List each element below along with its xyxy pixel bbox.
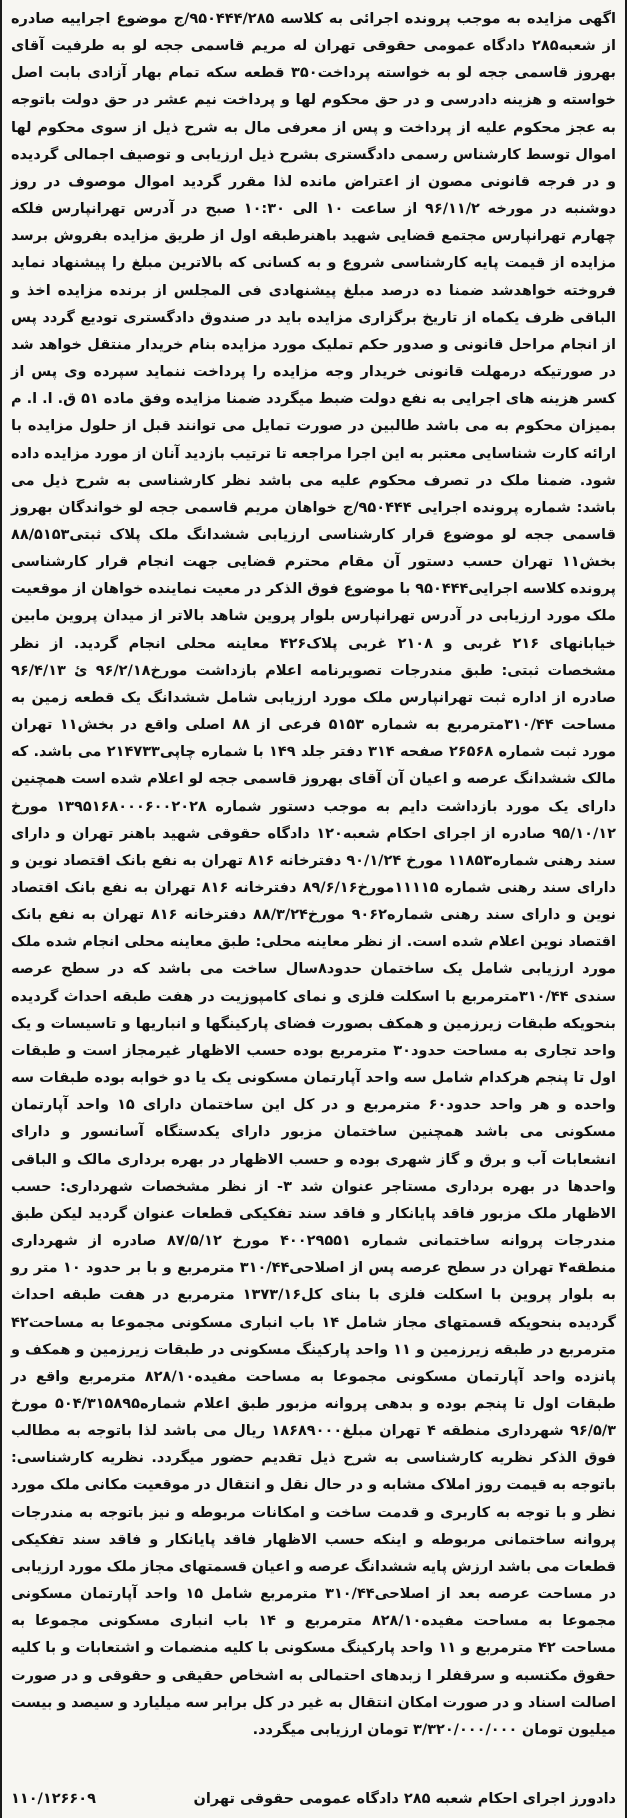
notice-reference-number: ۱۱۰/۱۲۶۶۰۹ — [11, 1791, 96, 1807]
notice-signature: دادورز اجرای احکام شعبه ۲۸۵ دادگاه عمومی حقوقی تهران — [193, 1791, 616, 1807]
notice-body: اگهی مزایده به موجب پرونده اجرائی به کلاسه ۹۵۰۴۴۴/۲۸۵/ج موضوع اجراییه صادره از شعبه۲۸۵ دادگاه عمومی حقوقی تهران له مریم قاسمی ججه لو به طرفیت آقای بهروز قاسمی ججه لو به خواسته پرداخت۳۵۰ قطعه سکه تمام بهار آزادی بابت اصل خواسته و هزینه دادرسی و در حق محکوم لها و پرداخت نیم عشر در حق دولت باتوجه به عجز محکوم علیه از پرداخت و پس از معرفی مال به شرح ذیل از سوی محکوم لها اموال توسط کارشناس رسمی دادگستری بشرح ذیل ارزیابی و توصیف اجمالی گردیده و در فرجه قانونی مصون از اعتراض مانده لذا مقرر گردید اموال موصوف در روز دوشنبه در مورخه ۹۶/۱۱/۲ از ساعت ۱۰ الی ۱۰:۳۰ صبح در آدرس تهرانپارس فلکه چهارم تهرانپارس مجتمع قضایی شهید باهنرطبقه اول از طریق مزایده بفروش برسد مزایده از قیمت پایه کارشناسی شروع و به کسانی که بالاترین مبلغ را پیشنهاد نماید فروخته خواهدشد ضمنا ده درصد مبلغ پیشنهادی فی المجلس از برنده مزایده اخذ و الباقی ظرف یکماه از تاریخ برگزاری مزایده باید در صندوق دادگستری تودیع گردد پس از انجام مراحل قانونی و صدور حکم تملیک مورد مزایده بنام خریدار منتقل خواهد شد در صورتیکه درمهلت قانونی خریدار وجه مزایده را پرداخت ننماید سپرده وی پس از کسر هزینه های اجرایی به نفع دولت ضبط میگردد ضمنا مزایده وفق ماده ۵۱ ق. ا. ا. م بمیزان محکوم به می باشد طالبین در صورت تمایل می توانند قبل از حلول مزایده با ارائه کارت شناسایی معتبر به این اجرا مراجعه تا ترتیب بازدید آنان از مورد مزایده داده شود. ضمنا ملک در تصرف محکوم علیه می باشد نظر کارشناسی به شرح ذیل می باشد: شماره پرونده اجرایی ۹۵۰۴۴۴/ج خواهان مریم قاسمی ججه لو خواندگان بهروز قاسمی ججه لو موضوع قرار کارشناسی ارزیابی ششدانگ ملک پلاک ثبتی۸۸/۵۱۵۳ بخش۱۱ تهران حسب دستور آن مقام محترم قضایی جهت انجام قرار کارشناسی پرونده کلاسه اجرایی۹۵۰۴۴۴ با موضوع فوق الذکر در معیت نماینده خواهان از موقعیت ملک مورد ارزیابی در آدرس تهرانپارس بلوار پروین شاهد بالاتر از میدان پروین مابین خیابانهای ۲۱۶ غربی و ۲۱۰۸ غربی پلاک۴۲۶ معاینه محلی انجام گردید. از نظر مشخصات ثبتی: طبق مندرجات تصویرنامه اعلام بازداشت مورخ۹۶/۲/۱۸ ئ ۹۶/۴/۱۳ صادره از اداره ثبت تهرانپارس ملک مورد ارزیابی شامل ششدانگ یک قطعه زمین به مساحت ۳۱۰/۴۴مترمربع به شماره ۵۱۵۳ فرعی از ۸۸ اصلی واقع در بخش۱۱ تهران مورد ثبت شماره ۲۶۵۶۸ صفحه ۳۱۴ دفتر جلد ۱۴۹ با شماره چاپی۲۱۴۷۳۳ می باشد. که مالک ششدانگ عرصه و اعیان آن آقای بهروز قاسمی ججه لو اعلام شده است همچنین دارای یک مورد بازداشت دایم به موجب دستور شماره ۱۳۹۵۱۶۸۰۰۰۶۰۰۲۰۲۸ مورخ ۹۵/۱۰/۱۲ صادره از اجرای احکام شعبه۱۲۰ دادگاه حقوقی شهید باهنر تهران و دارای سند رهنی شماره۱۱۸۵۳ مورخ ۹۰/۱/۲۴ دفترخانه ۸۱۶ تهران به نفع بانک اقتصاد نوین و دارای سند رهنی شماره ۱۱۱۱۵مورخ۸۹/۶/۱۶ دفترخانه ۸۱۶ تهران به نفع بانک اقتصاد نوین و دارای سند رهنی شماره۹۰۶۲ مورخ۸۸/۳/۲۴ دفترخانه ۸۱۶ تهران به نفع بانک اقتصاد نوین اعلام شده است. از نظر معاینه محلی: طبق معاینه محلی انجام شده ملک مورد ارزیابی شامل یک ساختمان حدود۸سال ساخت می باشد که در سطح عرصه سندی ۳۱۰/۴۴مترمربع با اسکلت فلزی و نمای کامپوزیت در هفت طبقه احداث گردیده بنحویکه طبقات زیرزمین و همکف بصورت فضای پارکینگها و انباریها و تاسیسات و یک واحد تجاری به مساحت حدود۳۰ مترمربع بوده حسب الاظهار غیرمجاز است و طبقات اول تا پنجم هرکدام شامل سه واحد آپارتمان مسکونی یک یا دو خوابه بوده طبقات سه واحده و هر واحد حدود۶۰ مترمربع و در کل این ساختمان دارای ۱۵ واحد آپارتمان مسکونی می باشد همچنین ساختمان مزبور دارای یکدستگاه آسانسور و دارای انشعابات آب و برق و گاز شهری بوده و حسب الاظهار در بهره برداری مالک و الباقی واحدها در بهره برداری مستاجر عنوان شد ۳- از نظر مشخصات شهرداری: حسب الاظهار ملک مزبور فاقد پایانکار و فاقد سند تفکیکی قطعات عنوان گردید لیکن طبق مندرجات پروانه ساختمانی شماره ۴۰۰۲۹۵۵۱ مورخ ۸۷/۵/۱۲ صادره از شهرداری منطقه۴ تهران در سطح عرصه پس از اصلاحی۳۱۰/۴۴ مترمربع و با بر حدود ۱۰ متر رو به بلوار پروین با اسکلت فلزی با بنای کل۱۳۷۳/۱۶ مترمربع در هفت طبقه احداث گردیده بنحویکه قسمتهای مجاز شامل ۱۴ باب انباری مسکونی مجموعا به مساحت۴۲ مترمربع در طبقه زیرزمین و ۱۱ واحد پارکینگ مسکونی در طبقات زیرزمین و همکف و پانزده واحد آپارتمان مسکونی مجموعا به مساحت مفیده۸۲۸/۱۰ مترمربع واقع در طبقات اول تا پنجم بوده و بدهی پروانه مزبور طبق اعلام شماره۵۰۴/۳۱۵۸۹۵ مورخ ۹۶/۵/۳ شهرداری منطقه ۴ تهران مبلغ۱۸۶۸۹۰۰۰ ریال می باشد لذا باتوجه به مطالب فوق الذکر نظریه کارشناسی به شرح ذیل تقدیم حضور میگردد. نظریه کارشناسی: باتوجه به قیمت روز املاک مشابه و در حال نقل و انتقال در موقعیت مکانی ملک مورد نظر و با توجه به کاربری و قدمت ساخت و امکانات مربوطه و نیز باتوجه به مندرجات پروانه ساختمانی مربوطه و اینکه حسب الاظهار فاقد پایانکار و فاقد سند تفکیکی قطعات می باشد ارزش پایه ششدانگ عرصه و اعیان قسمتهای مجاز ملک مورد ارزیابی در مساحت عرصه بعد از اصلاحی۳۱۰/۴۴ مترمربع شامل ۱۵ واحد آپارتمان مسکونی مجموعا به مساحت مفیده۸۲۸/۱۰ مترمربع و ۱۴ باب انباری مسکونی مجموعا به مساحت ۴۲ مترمربع و ۱۱ واحد پارکینگ مسکونی با کلیه منضمات و اشتعابات و با کلیه حقوق مکتسبه و سرقفلر ا زبدهای احتمالی به اشخاص حقیقی و حقوقی و در صورت اصالت اسناد و در صورت امکان انتقال به غیر در کل برابر سه میلیارد و سیصد و بیست میلیون تومان ۳/۳۲۰/۰۰۰/۰۰۰ تومان ارزیابی میگردد. — [11, 11, 617, 1738]
notice-footer — [11, 1786, 616, 1812]
